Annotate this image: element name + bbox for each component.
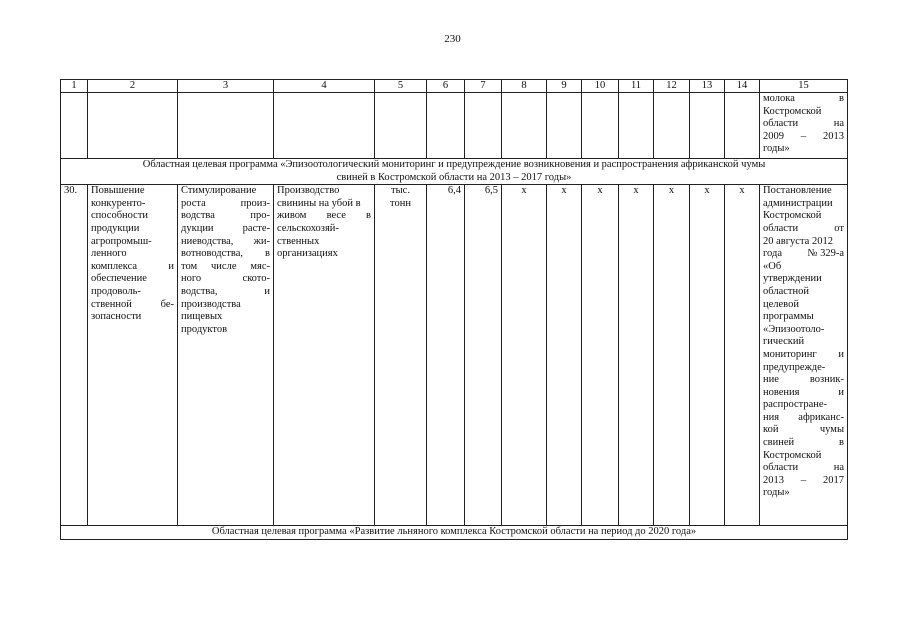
text-line: агропромыш-	[91, 235, 152, 247]
table-row	[61, 185, 848, 526]
page-number: 230	[444, 33, 461, 45]
value-cell: 6,4	[427, 185, 465, 526]
text-line: молока в	[763, 93, 844, 104]
value-cell: х	[619, 185, 654, 526]
indicator-cell	[274, 185, 375, 526]
text-line: ного ското-	[181, 273, 270, 285]
value-cell: х	[725, 185, 760, 526]
text-line: области на	[763, 462, 844, 474]
text-line: ственных	[277, 235, 320, 247]
text-line: ственной бе-	[91, 298, 174, 310]
text-line: сельскохозяй-	[277, 222, 339, 234]
text-line: свинины на убой в	[277, 197, 361, 209]
value-cell: х	[654, 185, 690, 526]
text-line: областной	[763, 285, 809, 297]
text-line: Стимулирование	[181, 185, 257, 197]
text-line: ния африканс-	[763, 411, 844, 423]
text-line: роста произ-	[181, 197, 270, 209]
task-cell	[178, 185, 274, 526]
text-line: распростране-	[763, 399, 828, 411]
text-line: дукции расте-	[181, 222, 270, 234]
col-header: 15	[760, 80, 848, 93]
cont-col15	[760, 93, 848, 159]
text-line: 20 августа 2012	[763, 235, 833, 247]
col-header: 2	[88, 80, 178, 93]
text-line: организациях	[277, 248, 338, 260]
text-line: водства про-	[181, 210, 270, 222]
text-line: Повышение	[91, 185, 145, 197]
text-line: годы»	[763, 143, 790, 155]
text-line: свиней в	[763, 437, 844, 449]
indicators-table	[60, 79, 848, 540]
value-cell: х	[502, 185, 547, 526]
value-cell: х	[582, 185, 619, 526]
col-header: 8	[502, 80, 547, 93]
col-header: 5	[375, 80, 427, 93]
col-header: 9	[547, 80, 582, 93]
text-line: области от	[763, 222, 844, 234]
text-line: гический	[763, 336, 805, 348]
source-cell	[760, 185, 848, 526]
text-line: конкуренто-	[91, 197, 146, 209]
text-line: комплекса и	[91, 260, 174, 272]
text-line: Костромской	[763, 105, 822, 117]
text-line: целевой	[763, 298, 799, 310]
unit-cell: тыс. тонн	[375, 185, 427, 526]
header-row	[61, 80, 848, 93]
row-number: 30.	[61, 185, 88, 526]
text-line: годы»	[763, 487, 790, 499]
value-cell: х	[547, 185, 582, 526]
col-header: 13	[690, 80, 725, 93]
col-header: 4	[274, 80, 375, 93]
text-line: Костромской	[763, 449, 822, 461]
text-line: вотноводства, в	[181, 248, 270, 260]
text-line: Костромской	[763, 210, 822, 222]
value-cell: х	[690, 185, 725, 526]
col-header: 12	[654, 80, 690, 93]
text-line: продукции	[91, 222, 140, 234]
col-header: 7	[465, 80, 502, 93]
text-line: живом весе в	[277, 210, 371, 222]
col-header: 10	[582, 80, 619, 93]
text-line: ленного	[91, 248, 127, 260]
value-cell: 6,5	[465, 185, 502, 526]
text-line: 2013 – 2017	[763, 474, 844, 486]
text-line: пищевых	[181, 311, 223, 323]
text-line: области на	[763, 118, 844, 130]
text-line: мониторинг и	[763, 348, 844, 360]
text-line: ние возник-	[763, 374, 844, 386]
text-line: Постановление	[763, 185, 832, 197]
text-line: «Эпизоотоло-	[763, 323, 825, 335]
text-line: 2009 – 2013	[763, 130, 844, 142]
text-line: «Об	[763, 260, 782, 272]
program-row	[61, 526, 848, 540]
text-line: продуктов	[181, 323, 228, 335]
program-row	[61, 159, 848, 185]
text-line: способности	[91, 210, 149, 222]
table-row	[61, 93, 848, 159]
text-line: ниеводства, жи-	[181, 235, 270, 247]
text-line: утверждении	[763, 273, 822, 285]
text-line: том числе мяс-	[181, 260, 270, 272]
col-header: 3	[178, 80, 274, 93]
col-header: 6	[427, 80, 465, 93]
text-line: водства, и	[181, 285, 270, 297]
col-header: 1	[61, 80, 88, 93]
text-line: зопасности	[91, 311, 142, 323]
text-line: года № 329-а	[763, 248, 844, 260]
text-line: предупрежде-	[763, 361, 826, 373]
text-line: кой чумы	[763, 424, 844, 436]
text-line: производства	[181, 298, 241, 310]
col-header: 14	[725, 80, 760, 93]
text-line: новения и	[763, 386, 844, 398]
text-line: обеспечение	[91, 273, 147, 285]
col-header: 11	[619, 80, 654, 93]
program-title: Областная целевая программа «Эпизоотологический мониторинг и предупреждение возникновения и распространения африканской чумы свиней в Костромской области на 2013 – 2017 годы»	[61, 159, 848, 185]
text-line: администрации	[763, 197, 833, 209]
text-line: Производство	[277, 185, 340, 197]
text-line: продоволь-	[91, 285, 141, 297]
goal-cell	[88, 185, 178, 526]
text-line: программы	[763, 311, 814, 323]
program-title: Областная целевая программа «Развитие льняного комплекса Костромской области на период до 2020 года»	[61, 526, 848, 540]
